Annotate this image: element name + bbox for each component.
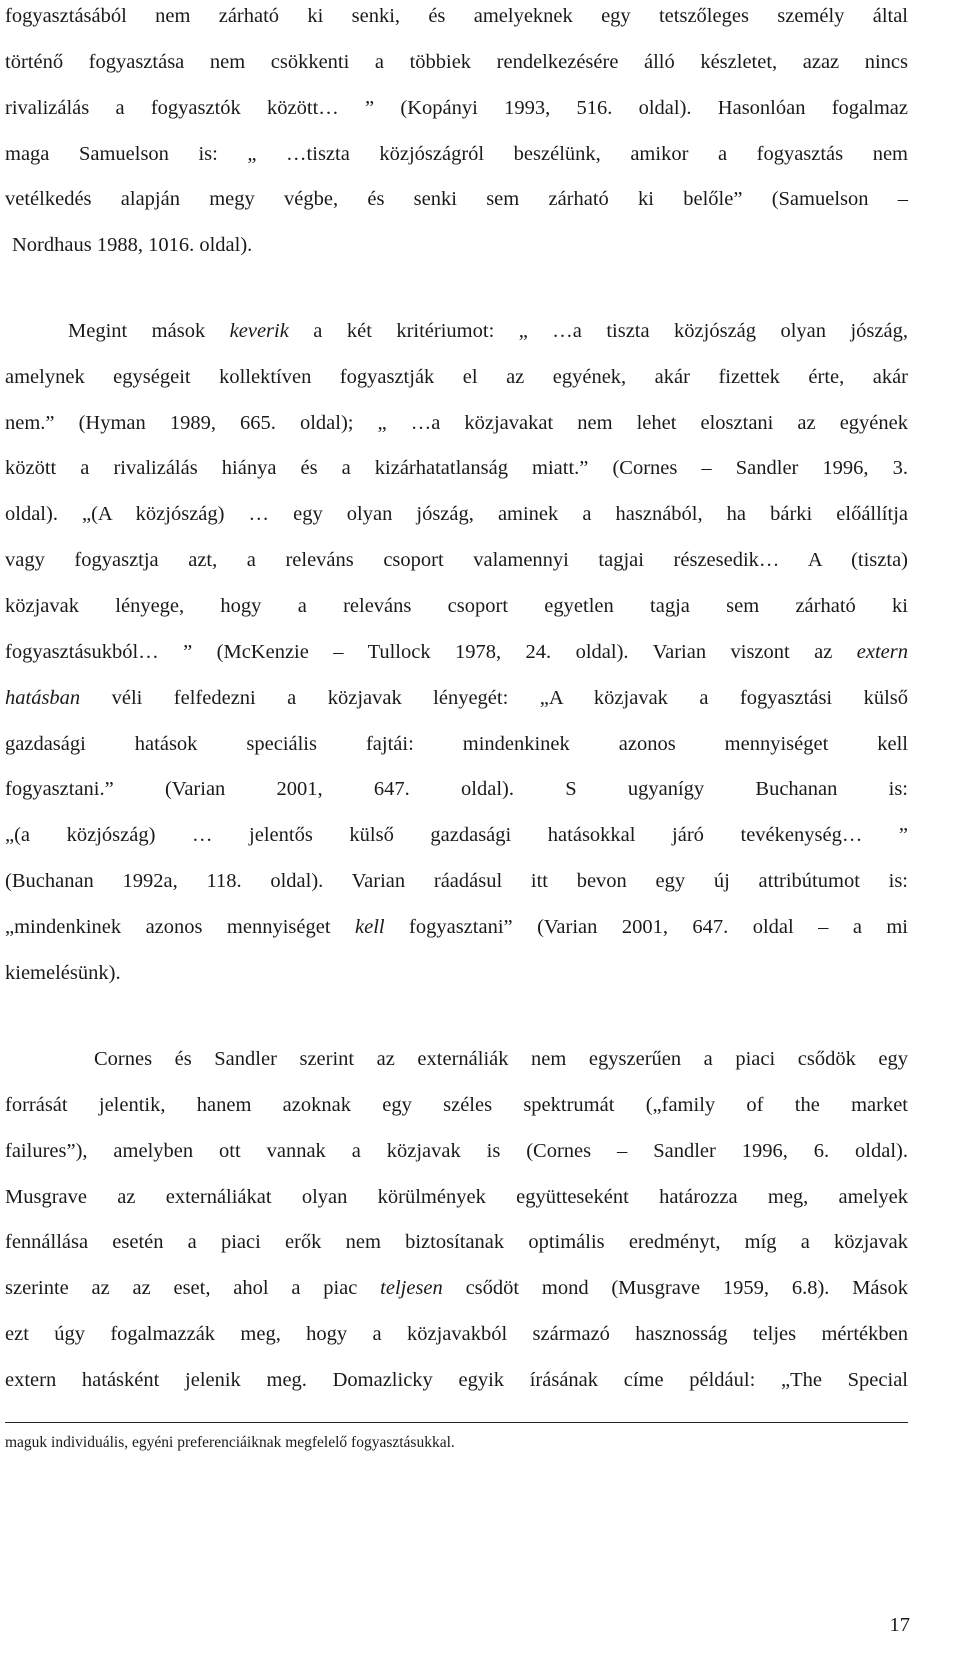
text-run: szerinte az az eset, ahol a piac — [5, 1277, 381, 1299]
text-line: vetélkedés alapján megy végbe, és senki sem zárható ki belőle” (Samuelson – — [5, 188, 908, 210]
text-line: fogyasztásából nem zárható ki senki, és amelyeknek egy tetszőleges személy által — [5, 5, 908, 27]
text-run: fogyasztásukból… ” (McKenzie – Tullock 1978, 24. oldal). Varian viszont az — [5, 641, 857, 663]
text-run: a két kritériumot: „ …a tiszta közjószág olyan jószág, — [288, 320, 908, 342]
text-line: közjavak lényege, hogy a releváns csoport egyetlen tagja sem zárható ki — [5, 595, 908, 617]
text-line: forrását jelentik, hanem azoknak egy széles spektrumát („family of the market — [5, 1094, 908, 1116]
text-line-with-emphasis — [5, 675, 908, 721]
text-line: között a rivalizálás hiánya és a kizárhatatlanság miatt.” (Cornes – Sandler 1996, 3. — [5, 457, 908, 479]
footnote-separator — [5, 1422, 908, 1423]
text-line: „(a közjószág) … jelentős külső gazdasági hatásokkal járó tevékenység… ” — [5, 824, 908, 846]
text-line-with-emphasis — [68, 308, 908, 354]
text-run: „mindenkinek azonos mennyiséget — [5, 916, 355, 938]
text-line: Cornes és Sandler szerint az externáliák nem egyszerűen a piaci csődök egy — [94, 1048, 908, 1070]
text-line: fennállása esetén a piaci erők nem biztosítanak optimális eredményt, míg a közjavak — [5, 1231, 908, 1253]
emphasis-kell: kell — [355, 916, 385, 938]
text-line: failures”), amelyben ott vannak a közjavak is (Cornes – Sandler 1996, 6. oldal). — [5, 1140, 908, 1162]
text-line: történő fogyasztása nem csökkenti a többiek rendelkezésére álló készletet, azaz nincs — [5, 51, 908, 73]
text-line: vagy fogyasztja azt, a releváns csoport valamennyi tagjai részesedik… A (tiszta) — [5, 549, 908, 571]
text-line: oldal). „(A közjószág) … egy olyan jószág, aminek a hasznából, ha bárki előállítja — [5, 503, 908, 525]
emphasis-teljesen: teljesen — [380, 1277, 443, 1299]
text-line-with-emphasis — [5, 904, 908, 950]
text-line: maga Samuelson is: „ …tiszta közjószágról beszélünk, amikor a fogyasztás nem — [5, 143, 908, 165]
text-run: Megint mások — [68, 320, 230, 342]
text-line: (Buchanan 1992a, 118. oldal). Varian ráadásul itt bevon egy új attribútumot is: — [5, 870, 908, 892]
text-line: rivalizálás a fogyasztók között… ” (Kopányi 1993, 516. oldal). Hasonlóan fogalmaz — [5, 97, 908, 119]
text-run: véli felfedezni a közjavak lényegét: „A közjavak a fogyasztási külső — [80, 687, 908, 709]
text-line: gazdasági hatások speciális fajtái: mindenkinek azonos mennyiséget kell — [5, 733, 908, 755]
text-run: csődöt mond (Musgrave 1959, 6.8). Mások — [442, 1277, 909, 1299]
text-line: extern hatásként jelenik meg. Domazlicky egyik írásának címe például: „The Special — [5, 1369, 908, 1391]
text-line: nem.” (Hyman 1989, 665. oldal); „ …a közjavakat nem lehet elosztani az egyének — [5, 412, 908, 434]
emphasis-hatasban: hatásban — [5, 687, 81, 709]
text-line: Nordhaus 1988, 1016. oldal). — [12, 234, 253, 256]
text-line: amelynek egységeit kollektíven fogyasztják el az egyének, akár fizettek érte, akár — [5, 366, 908, 388]
text-line-with-emphasis — [5, 629, 908, 675]
text-line: kiemelésünk). — [5, 962, 121, 984]
text-line: fogyasztani.” (Varian 2001, 647. oldal). S ugyanígy Buchanan is: — [5, 778, 908, 800]
page-number: 17 — [889, 1614, 910, 1636]
text-line: Musgrave az externáliákat olyan körülmények együtteseként határozza meg, amelyek — [5, 1186, 908, 1208]
emphasis-extern: extern — [856, 641, 908, 663]
emphasis-keverik: keverik — [229, 320, 289, 342]
text-line: ezt úgy fogalmazzák meg, hogy a közjavakból származó hasznosság teljes mértékben — [5, 1323, 908, 1345]
text-line-with-emphasis — [5, 1265, 908, 1311]
text-run: fogyasztani” (Varian 2001, 647. oldal – a mi — [384, 916, 909, 938]
footnote-text: maguk individuális, egyéni preferenciáiknak megfelelő fogyasztásukkal. — [5, 1434, 455, 1451]
